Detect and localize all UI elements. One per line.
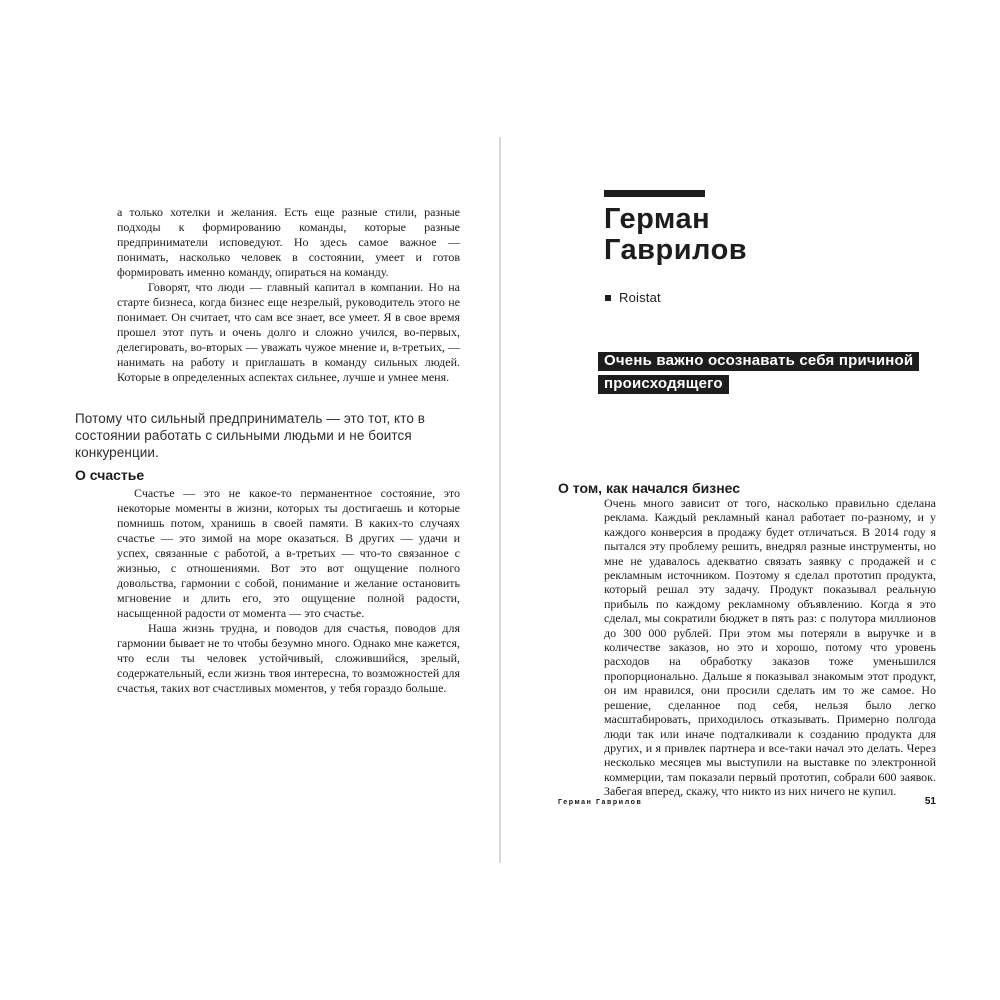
left-body-text-top	[117, 205, 460, 385]
author-name	[604, 204, 747, 266]
company-row	[605, 290, 661, 305]
body-paragraph: Очень много зависит от того, насколько правильно сделана реклама. Каждый рекламный канал работает по-разному, и у каждого конверсия в продажу будет отличаться. В 2014 году я пытался эту проблему решить, внедрял разные инструменты, но мне не удавалось адекватно связать заявку с продажей и с рекламным источником. Поэтому я сделал прототип продукта, который решал эту задачу. Продукт показывал реальную прибыль по каждому рекламному объявлению. Когда я это сделал, мы сократили бюджет в пять раз: с полутора миллионов до 300 000 рублей. При этом мы потеряли в выручке и в количестве заказов, но это и хорошо, потому что уровень расходов на обработку заказов тоже уменьшился пропорционально. Дальше я показывал знакомым этот продукт, он им нравился, они просили сделать им то же самое. Но решение, сделанное под себя, нельзя было легко масштабировать, приходилось отказывать. Примерно полгода люди так или иначе подталкивали к созданию продукта для других, и я привлек партнера и все-таки начал это делать. Через несколько месяцев мы выступили на выставке по электронной коммерции, там показали первый прототип, собрали 600 заявок. Забегая вперед, скажу, что никто из них ничего не купил.	[604, 496, 936, 799]
square-bullet-icon	[605, 295, 611, 301]
page-divider-line	[499, 137, 501, 863]
highlighted-quote-line: происходящего	[598, 375, 729, 394]
section-heading-happiness: О счастье	[75, 467, 145, 483]
author-name-last: Гаврилов	[604, 234, 748, 266]
author-name-first: Герман	[604, 203, 711, 235]
body-paragraph: а только хотелки и желания. Есть еще разные стили, разные подходы к формированию команды, которые разные предприниматели исповедуют. Но здесь самое важное — понимать, насколько человек в состоянии, умеет и готов формировать именно команду, опираться на команду.	[117, 205, 460, 279]
chapter-accent-bar	[604, 190, 705, 197]
section-heading-business: О том, как начался бизнес	[558, 480, 741, 496]
body-paragraph: Счастье — это не какое-то перманентное состояние, это некоторые моменты в жизни, которых ты достигаешь и которые помнишь потом, хранишь в своей памяти. В каких-то случаях счастье — это зимой на море оказаться. В других — удачи и успех, связанные с работой, а в-третьих — что-то связанное с жизнью, с отношениями. Вот это вот ощущение полного довольства, гармонии с собой, понимание и желание остановить мгновение и длить его, это ощущение полной радости, насыщенной радости от момента — это счастье.	[117, 486, 460, 620]
company-name: Roistat	[619, 290, 661, 305]
right-body-text	[604, 496, 936, 799]
page-number: 51	[924, 796, 936, 807]
pull-quote: Потому что сильный предприниматель — это тот, кто в состоянии работать с сильными людьми и не боится конкуренции.	[75, 411, 426, 460]
body-paragraph: Говорят, что люди — главный капитал в компании. Но на старте бизнеса, когда бизнес еще незрелый, руководитель этого не понимает. Он считает, что сам все знает, все умеет. Я в свое время прошел этот путь и очень долго и сложно учился, во-первых, делегировать, во-вторых — уважать чужое мнение и, в-третьих, — нанимать на работу и приглашать в команду сильных людей. Которые в определенных аспектах сильнее, лучше и умнее меня.	[117, 280, 460, 384]
running-footer-author: Герман Гаврилов	[558, 799, 643, 806]
highlighted-quote-line: Очень важно осознавать себя причиной	[598, 352, 919, 371]
highlighted-quote	[598, 352, 919, 398]
body-paragraph: Наша жизнь трудна, и поводов для счастья, поводов для гармонии бывает не то чтобы безумно много. Однако мне кажется, что если ты человек устойчивый, сложившийся, зрелый, содержательный, если жизнь твоя интересна, то возможностей для счастья, таких вот счастливых моментов, у тебя гораздо больше.	[117, 621, 460, 695]
left-body-text-bottom	[117, 486, 460, 696]
